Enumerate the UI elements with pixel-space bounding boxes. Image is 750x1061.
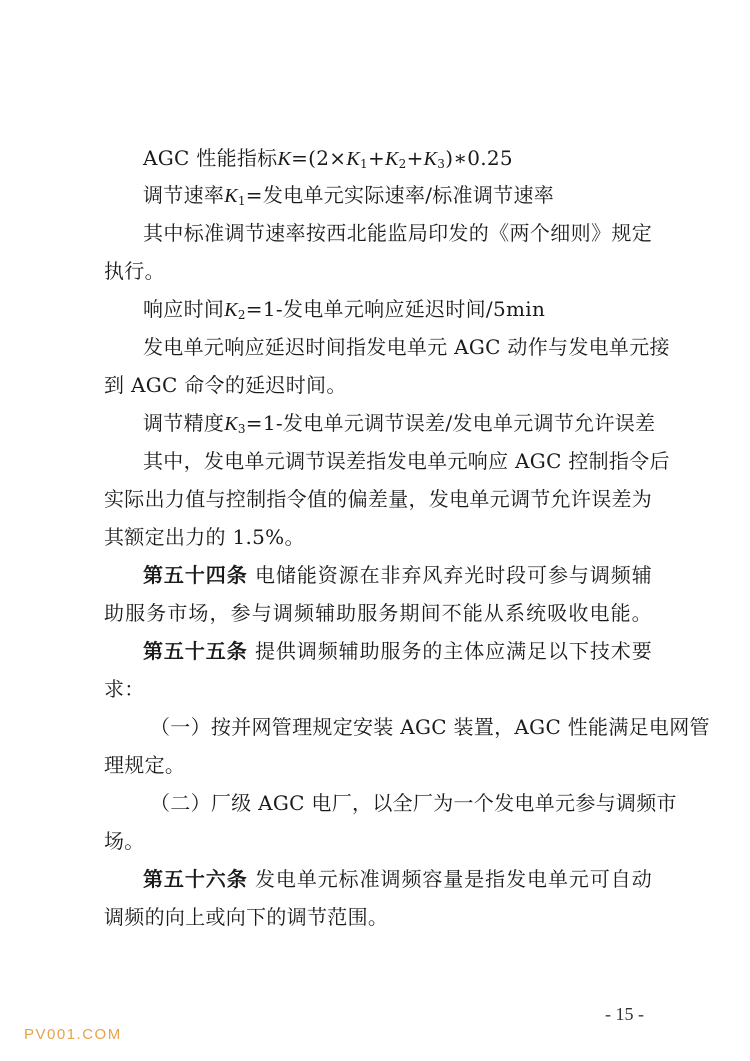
article-55-item-2-line-1: （二）厂级 AGC 电厂，以全厂为一个发电单元参与调频市 <box>150 791 677 815</box>
article-54-line-2: 助服务市场，参与调频辅助服务期间不能从系统吸收电能。 <box>104 601 652 625</box>
k1-note-line-2: 执行。 <box>104 259 165 283</box>
formula-k2: 响应时间$K_2=1-$发电单元响应延迟时间/5min <box>143 297 546 322</box>
article-55-item-1-line-2: 理规定。 <box>104 753 186 777</box>
formula-k1: 调节速率$K_1=$发电单元实际速率/标准调节速率 <box>143 183 555 208</box>
article-54-title: 第五十四条 <box>143 563 248 587</box>
k2-note-line-2: 到 AGC 命令的延迟时间。 <box>104 373 347 397</box>
article-55-title: 第五十五条 <box>143 639 248 663</box>
article-55-line-1: 第五十五条 提供调频辅助服务的主体应满足以下技术要 <box>143 639 652 663</box>
article-55-item-1-line-1: （一）按并网管理规定安装 AGC 装置，AGC 性能满足电网管 <box>150 715 710 739</box>
article-55-item-2-line-2: 场。 <box>104 829 145 853</box>
watermark: PV001.COM <box>24 1026 122 1043</box>
k3-note-line-1: 其中，发电单元调节误差指发电单元响应 AGC 控制指令后 <box>143 449 670 473</box>
formula-k3: 调节精度$K_3=1-$发电单元调节误差/发电单元调节允许误差 <box>143 411 656 436</box>
article-54-line-1: 第五十四条 电储能资源在非弃风弃光时段可参与调频辅 <box>143 563 652 587</box>
k1-note-line-1: 其中标准调节速率按西北能监局印发的《两个细则》规定 <box>143 221 652 245</box>
formula-agc-index: AGC 性能指标$K=(2\times K_1+K_2+K_3)∗0.25$ <box>143 146 513 171</box>
article-56-line-2: 调频的向上或向下的调节范围。 <box>104 905 389 929</box>
article-56-title: 第五十六条 <box>143 867 248 891</box>
page-number: - 15 - <box>605 1004 644 1024</box>
article-55-line-2: 求： <box>104 677 145 701</box>
k3-note-line-2: 实际出力值与控制指令值的偏差量，发电单元调节允许误差为 <box>104 487 653 511</box>
k2-note-line-1: 发电单元响应延迟时间指发电单元 AGC 动作与发电单元接 <box>143 335 670 359</box>
article-56-line-1: 第五十六条 发电单元标准调频容量是指发电单元可自动 <box>143 867 652 891</box>
k3-note-line-3: 其额定出力的 1.5%。 <box>104 525 305 549</box>
